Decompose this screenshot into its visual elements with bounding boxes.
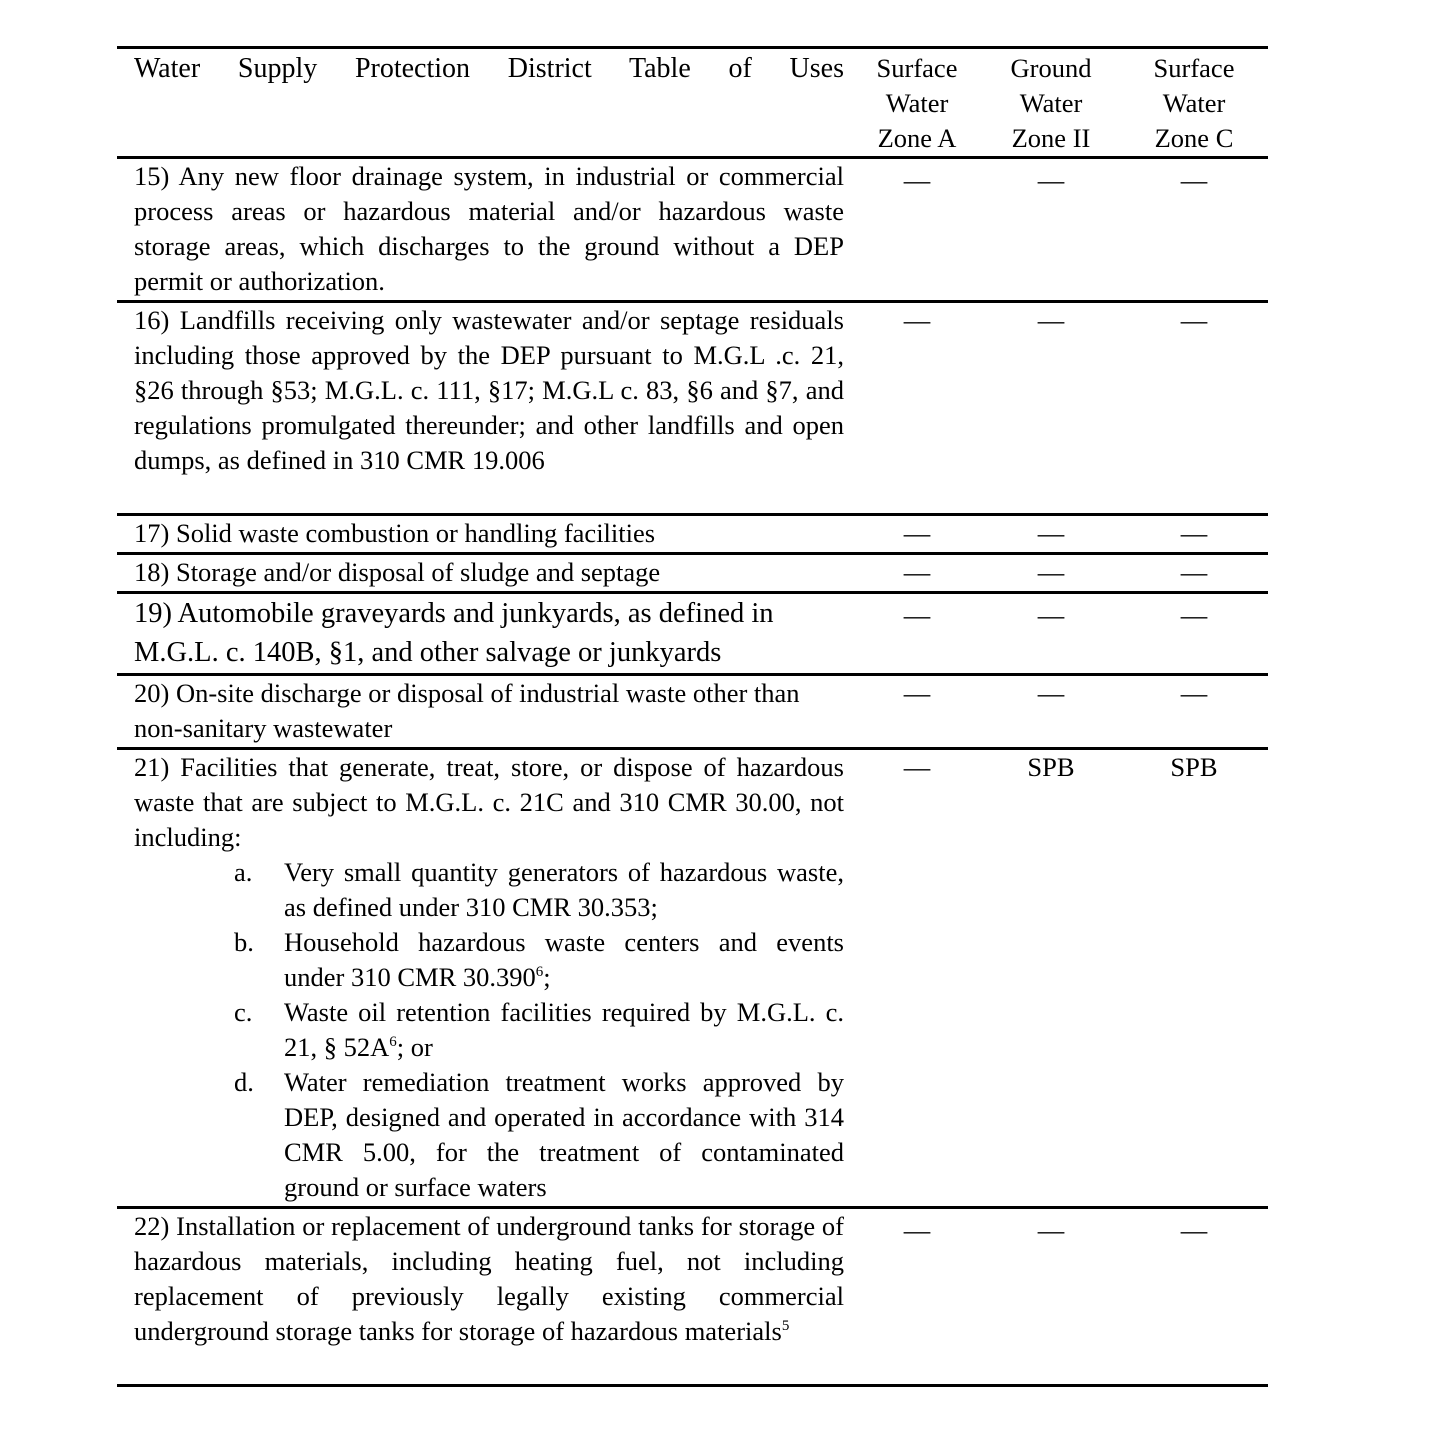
zone-c-value: — [1180, 165, 1208, 195]
zone-ii-value: — [1037, 305, 1065, 335]
footnote-ref: 6 [389, 1034, 397, 1050]
zone-a-value: — [903, 600, 931, 630]
zone-a-value: — [903, 165, 931, 195]
zone-c-value: — [1180, 678, 1208, 708]
table-row [117, 554, 1268, 593]
item-text: Household hazardous waste centers and events under 310 CMR 30.390 [284, 927, 844, 992]
table-row [117, 593, 1268, 675]
table-row [117, 515, 1268, 554]
table-row [117, 675, 1268, 749]
zone-a-value: — [903, 557, 931, 587]
zone-ii-value: SPB [1027, 752, 1075, 782]
item-tail: ; [543, 962, 551, 992]
list-item [134, 995, 844, 1065]
zone-c-value: — [1180, 600, 1208, 630]
table-row [117, 158, 1268, 302]
list-item [134, 925, 844, 995]
zone-ii-value: — [1037, 600, 1065, 630]
item-tail: ; or [396, 1032, 433, 1062]
footnote-ref: 5 [781, 1318, 790, 1334]
footnote-ref: 6 [535, 964, 544, 980]
zone-ii-value: — [1037, 1215, 1065, 1245]
zone-ii-value: — [1037, 165, 1065, 195]
zone-c-header: Surface Water Zone C [1153, 53, 1235, 153]
item-text: Waste oil retention facilities required by M.G.L. c. 21, § 52A [284, 997, 844, 1062]
table-row [117, 302, 1268, 515]
zone-ii-value: — [1037, 518, 1065, 548]
use-description: 20) On-site discharge or disposal of industrial waste other than non-sanitary wastewater [134, 678, 800, 743]
zone-ii-header: Ground Water Zone II [1010, 53, 1092, 153]
use-description: 19) Automobile graveyards and junkyards, as defined in M.G.L. c. 140B, §1, and other salvage or junkyards [134, 598, 774, 668]
zone-a-value: — [903, 1215, 931, 1245]
zone-a-value: — [903, 678, 931, 708]
item-label: d. [234, 1067, 254, 1097]
item-text: Very small quantity generators of hazardous waste, as defined under 310 CMR 30.353; [284, 857, 844, 922]
table-row [117, 1208, 1268, 1386]
use-description: 16) Landfills receiving only wastewater and/or septage residuals including those approved by the DEP pursuant to M.G.L .c. 21, §26 through §53; M.G.L. c. 111, §17; M.G.L c. 83, §6 and §7, and regulations promulgated thereunder; and other landfills and open dumps, as defined in 310 CMR 19.006 [134, 305, 844, 475]
use-description: 18) Storage and/or disposal of sludge and septage [134, 557, 661, 587]
use-intro: 21) Facilities that generate, treat, store, or dispose of hazardous waste that are subject to M.G.L. c. 21C and 310 CMR 30.00, not including: [134, 752, 844, 852]
use-description: 17) Solid waste combustion or handling facilities [134, 518, 656, 548]
item-label: c. [234, 997, 253, 1027]
exemption-list [134, 855, 844, 1205]
zone-a-header: Surface Water Zone A [876, 53, 958, 153]
use-description [117, 1208, 852, 1386]
header-row [117, 48, 1268, 158]
list-item [134, 855, 844, 925]
zone-a-value: — [903, 752, 931, 782]
use-text: 22) Installation or replacement of underground tanks for storage of hazardous materials, including heating fuel, not including replacement of previously legally existing commercial underground storage tanks for storage of hazardous materials [134, 1211, 844, 1346]
zone-c-value: — [1180, 1215, 1208, 1245]
zone-c-value: — [1180, 518, 1208, 548]
zone-c-value: — [1180, 305, 1208, 335]
item-text: Water remediation treatment works approved by DEP, designed and operated in accordance with 314 CMR 5.00, for the treatment of contaminated ground or surface waters [284, 1067, 844, 1202]
zone-c-value: — [1180, 557, 1208, 587]
zone-a-value: — [903, 518, 931, 548]
zone-ii-value: — [1037, 678, 1065, 708]
item-label: a. [234, 857, 253, 887]
uses-table [117, 46, 1268, 1387]
table-row [117, 749, 1268, 1208]
table-title: Water Supply Protection District Table of Uses [134, 53, 844, 84]
list-item [134, 1065, 844, 1205]
zone-c-value: SPB [1170, 752, 1218, 782]
use-description: 15) Any new floor drainage system, in industrial or commercial process areas or hazardous material and/or hazardous waste storage areas, which discharges to the ground without a DEP permit or authorization. [134, 161, 844, 296]
zone-a-value: — [903, 305, 931, 335]
zone-ii-value: — [1037, 557, 1065, 587]
use-description [117, 749, 852, 1208]
item-label: b. [234, 927, 254, 957]
